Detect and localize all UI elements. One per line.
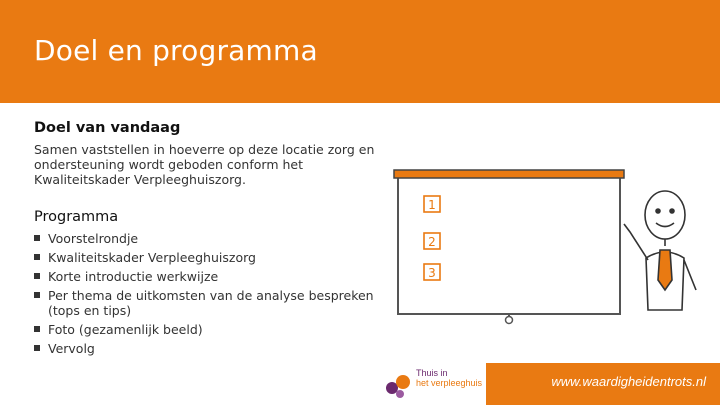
bullet-icon — [34, 326, 40, 332]
board-number-2 — [424, 233, 440, 249]
list-item-label: Voorstelrondje — [48, 231, 139, 246]
logo-line-2: het verpleeghuis — [416, 378, 483, 388]
stick-figure-icon — [624, 191, 696, 310]
list-item — [34, 322, 394, 337]
list-item-label: Per thema de uitkomsten van de analyse bespreken (tops en tips) — [48, 288, 374, 318]
logo-line-1: Thuis in — [416, 368, 448, 378]
board-number-2-label: 2 — [428, 235, 436, 249]
bullet-icon — [34, 292, 40, 298]
bullet-icon — [34, 235, 40, 241]
list-item — [34, 341, 394, 356]
board-number-3 — [424, 264, 440, 280]
bullet-icon — [34, 254, 40, 260]
list-item-label: Kwaliteitskader Verpleeghuiszorg — [48, 250, 256, 265]
list-item-label: Korte introductie werkwijze — [48, 269, 219, 284]
list-item-label: Vervolg — [48, 341, 95, 356]
doel-heading: Doel van vandaag — [34, 120, 181, 136]
bullet-icon — [34, 273, 40, 279]
list-item — [34, 288, 394, 318]
programma-heading: Programma — [34, 209, 119, 225]
whiteboard-top-bar — [394, 170, 624, 178]
doel-text: Samen vaststellen in hoeverre op deze locatie zorg en ondersteuning wordt geboden conform het Kwaliteitskader Verpleeghuiszorg. — [34, 142, 375, 187]
list-item — [34, 250, 394, 265]
page-title: Doel en programma — [34, 34, 318, 67]
bullet-icon — [34, 345, 40, 351]
footer-url-link[interactable]: www.waardigheidentrots.nl — [551, 374, 706, 389]
presentation-illustration — [380, 160, 720, 340]
board-number-1 — [424, 196, 440, 212]
board-number-3-label: 3 — [428, 266, 436, 280]
list-item-label: Foto (gezamenlijk beeld) — [48, 322, 203, 337]
list-item — [34, 231, 394, 246]
header-bar — [0, 0, 720, 103]
programma-list — [34, 231, 394, 356]
board-number-1-label: 1 — [428, 198, 436, 212]
whiteboard-knob-icon — [506, 317, 513, 324]
main-content — [34, 120, 394, 360]
list-item — [34, 269, 394, 284]
